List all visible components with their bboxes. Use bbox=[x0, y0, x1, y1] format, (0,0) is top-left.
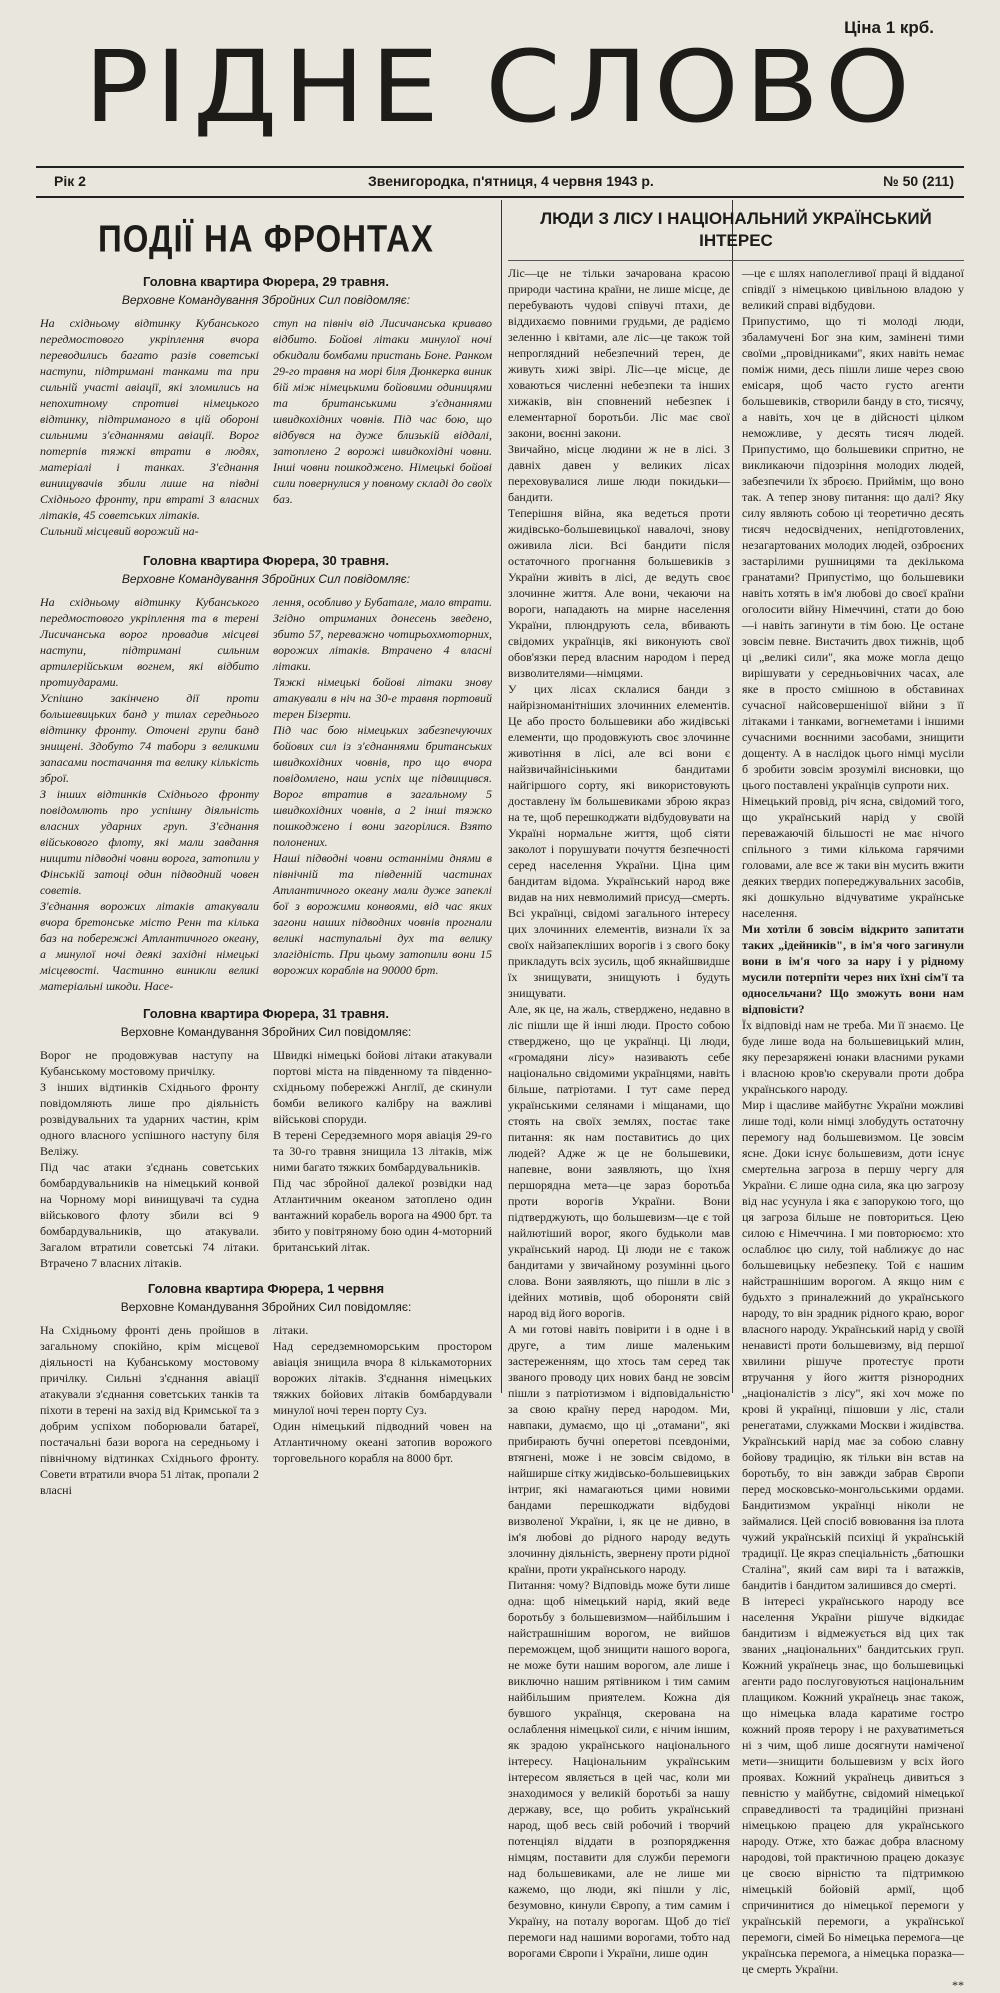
report-text: лення, особливо у Бубатале, мало втрати. Згідно отриманих донесень зведено, збито 57, переважно чотирьохмоторних, ворожих літаків. Втрачено 4 власні літаки. bbox=[273, 595, 492, 673]
report-body-29-may bbox=[40, 315, 492, 539]
editorial-paragraph: Німецький провід, річ ясна, свідомий того, що український нарід у своїй переважаючій більшості не має нічого спільного з тими кількома гарячими головами, але все ж таки він мусить вжити деяких твердих попереджувальних засобів, які дошкульно відчуватиме українське населення. bbox=[742, 794, 964, 920]
report-text: Над середземноморським простором авіація знищила вчора 8 кількамоторних ворожих літаків. З'єднання німецьких тяжких бойових літаків бомбардували минулої ночі терен порту Суз. bbox=[273, 1339, 492, 1417]
end-mark: ** bbox=[952, 1978, 964, 1992]
editorial-column-1 bbox=[508, 265, 730, 1993]
report-heading-30-may: Головна квартира Фюрера, 30 травня. bbox=[143, 553, 389, 568]
report-text: Ворог не продовжував наступу на Кубанському мостовому причілку. bbox=[40, 1048, 259, 1078]
editorial-bold-question: Ми хотіли б зовсім відкрито запитати таких „ідейників", в ім'я чого загинули вони в ім'я чого за нару і у рідному мусили потерпіти через них їхні сім'ї та односельчани? Що зможуть вони нам відповісти? bbox=[742, 922, 964, 1016]
editorial-rule bbox=[508, 260, 964, 261]
editorial-paragraph: В інтересі українського народу все населення України рішуче відкидає бандитизм і відмежується від цих так званих „національних" бандитських груп. Кожний українець знає, що большевицькі агенти радо послуговуються національним плащиком. Кожний українець знає також, що німецька влада каратиме гостро кожний прояв терору і не рахуватиметься ні з чим, щоб лише досягнути наміченої мети—знищити большевизм у всіх його проявах. Кожний українець дивиться з певністю у майбутнє, свідомий німецької справедливості та традиційні признані німецькою працею для українського народу. Отже, хто бажає добра власному народові, той практичною працею доказує це своєю вірністю та підтримкою німецькій бойовій армії, щоб спричинитися до німецької перемоги у українській перемоги, а української перемоги, сімей Бо німецька перемога—це українська перемога, а німецька поразка—це смерть України. bbox=[742, 1594, 964, 1976]
report-command-31-may: Верховне Командування Збройних Сил повідомляє: bbox=[120, 1025, 412, 1039]
report-text: Сильний місцевий ворожий на- bbox=[40, 524, 199, 538]
report-text: Під час атаки з'єднань советських бомбардувальників на німецький конвой на Чорному морі винищувачі та судна військового флоту збили всі 9 бомбардувальників, що атакували. Загалом втратили советські 74 літаки. Втрачено 7 власних літаків. bbox=[40, 1160, 259, 1270]
price-label: Ціна 1 крб. bbox=[844, 18, 934, 37]
editorial-paragraph: А ми готові навіть повірити і в одне і в друге, а тим лише маленьким застереженням, що хтось там серед так званого проводу цих нових банд не зовсім пішли з патріотизмом і відповідальністю за свою країну перед народом. Ми, навпаки, думаємо, що ці „отамани", які прибирають бучні оперетові псевдоніми, втягнені, може і не зовсім свідомо, в найширше сітку жидівсько-большевицьких інтриг, які намагаються цими новими бандами перешкоджати відбудові визволеної України, і, як це не дивно, в ім'я любові до рідного народу ведуть злочинну діяльність, звернену проти рідної країни, проти українського народу. bbox=[508, 1322, 730, 1576]
front-news-headline: ПОДІЇ НА ФРОНТАХ bbox=[98, 217, 434, 260]
report-text: Один німецький підводний човен на Атлантичному океані затопив ворожого торговельного корабля на 8000 брт. bbox=[273, 1419, 492, 1465]
report-body-31-may bbox=[40, 1047, 492, 1271]
report-heading-31-may: Головна квартира Фюрера, 31 травня. bbox=[143, 1006, 389, 1021]
dateline-rule bbox=[36, 196, 964, 198]
masthead-rule bbox=[36, 166, 964, 168]
report-text: літаки. bbox=[273, 1323, 309, 1337]
report-text: На Східньому фронті день пройшов в загальному спокійно, крім місцевої діяльності на Кубанському мостовому причілку. Сильні з'єднання авіації атакували з'єднання советських танків та піхоти в терені на захід від Кримської та з добрим успіхом поборювали батареї, постачальні бази ворога на середньому і північному відтинках Східнього фронту. Совети втратили вчора 51 літак, пропали 2 власні bbox=[40, 1323, 259, 1497]
report-text: Швидкі німецькі бойові літаки атакували портові міста на південному та південно-східньому побережжі Англії, де скинули бомби великого калібру на важливі військові споруди. bbox=[273, 1048, 492, 1126]
editorial-paragraph: Питання: чому? Відповідь може бути лише одна: щоб німецький нарід, який веде боротьбу з большевизмом—найбільшим і найстрашнішим ворогом, не вийшов переможцем, щоб знищити нашого ворога, не може бути нашим ворогом, але лише і виключно нашим рятівником і тим самим найбільшим приятелем. Кожна дія бувшого українця, скерована на ослаблення німецької сили, є нічим іншим, як зрадою українського національного інтересу. Національним українським інтересом являється в цей час, коли ми знаходимося у великій боротьбі за нашу державу, все, що робить український народ, щоб весь свій робочий і творчий потенціял віддати в розпорядження німцям, поставити для служби перемоги над большевиками, але не лише ми кажемо, що люди, які пішли у ліс, безумовно, кинули Європу, а тим самим і Україну, на поталу ворогам. Щоб до тієї перемоги над нашими ворогами, тобто над ворогами Європи і України, лише один bbox=[508, 1578, 730, 1960]
editorial-paragraph: —це є шлях наполегливої праці й відданої співдії з німецькою цивільною владою у великий справі відбудови. bbox=[742, 266, 964, 312]
issue-number: № 50 (211) bbox=[883, 173, 954, 189]
report-command-1-june: Верховне Командування Збройних Сил повідомляє: bbox=[120, 1300, 412, 1314]
report-body-30-may bbox=[40, 594, 492, 994]
report-command-29-may: Верховне Командування Збройних Сил повідомляє: bbox=[121, 293, 411, 307]
report-body-1-june bbox=[40, 1322, 492, 1498]
editorial-section bbox=[508, 202, 964, 1992]
editorial-paragraph: Припустимо, що ті молоді люди, збаламучені Бог зна ким, замінені тими своїми „провідниками", яких навіть немає поміж ними, десь пішли лише через свою емісаря, щоб часто густо агенти большевиків, створили банду в сто, тисячу, а навіть, хоч це в дійсності цілком неможливе, у десять тисяч людей. Припустимо, що большевики спритно, не викликаючи підозріння молодих людей, забезпечили їх зброєю. Приймім, що воно так. А тепер знову питання: що далі? Яку силу являють собою ці теоретично десять тисяч недосвідчених, непідготовлених, незагартованих молодих людей, озброєних застарілими рушницями та декількома гранатами? Припустімо, що большевики навіть хотять в ім'я любові до своєї країни оголосити війну Німеччині, стати до бою—і навіть загинути в тім бою. Це остане зовсім певне. Вистачить двох тижнів, щоб ці „великі сили", яка може могла дещо вирішувати у середньовічних часах, але яке в просто смішною в обставинах сучасної найсовершенішої війни з її літаками і танками, вогнеметами і іншими сучасними воєнними засобами, знищити дощенту. А в наслідок цього німці мусіли б зробити зовсім зрозумілі висновки, що цього поставлені українців супроти них. bbox=[742, 314, 964, 792]
editorial-column-2 bbox=[742, 265, 964, 1993]
report-command-30-may: Верховне Командування Збройних Сил повідомляє: bbox=[121, 572, 411, 586]
report-text: Наші підводні човни останніми днями в північній та південній частинах Атлантичного океану мали дуже запеклі бої з ворожими конвоями, від час яких загони наших підводних човнів прогнали великі наступальні дух та велику злагідність. При цьому затопили вони 15 ворожих кораблів на 90000 брт. bbox=[273, 851, 492, 977]
report-text: На східньому відтинку Кубанського передмостового укріплення вчора переводились багато разів советські наступи, підтримані танками та при сильній участі авіації, які зломились на непохитному спротиві німецького відтинку, підтриманого в цій обороні сильними з'єднаннями авіації. Ворог потерпів тяжкі втрати в людях, матеріалі і танках. З'єднання винищувачів збили лише на півдні Східнього фронту, при втраті 3 власних літаків, 45 советських літаків. bbox=[40, 316, 259, 522]
editorial-paragraph: Їх відповіді нам не треба. Ми її знаємо. Це буде лише вода на большевицький млин, яку перезаряжені юнаки власними руками і власною кров'ю скерували проти добра українського народу. bbox=[742, 1018, 964, 1096]
year-label: Рік 2 bbox=[54, 173, 86, 189]
editorial-paragraph: Ліс—це не тільки зачарована красою природи частина країни, не лише місце, де перебувають чудові співучі птахи, де віддихаємо повними грудьми, де радіємо зеленню і квітами, але ліс—це також той непроглядний небезпечний терен, де живуть хижі звірі. Ліс—це місце, де ховаються численні небезпеки та інших хижаків, він сповнений небезпек і елементарної боротьби. Ліс має свої закони, воєнні закони. bbox=[508, 266, 730, 440]
report-text: З'єднання ворожих літаків атакували вчора бретонське місто Ренн та кілька баз на побережжі Атлантичного океану, а минулої ночі деякі західні німецькі місцевості. Частинно виникли великі матеріальні шкоди. Насе- bbox=[40, 899, 259, 993]
editorial-body bbox=[508, 265, 964, 1993]
report-heading-1-june: Головна квартира Фюрера, 1 червня bbox=[147, 1281, 385, 1296]
editorial-paragraph: Звичайно, місце людини ж не в лісі. З давніх давен у великих лісах переховувалися лише люди покидьки—бандити. bbox=[508, 442, 730, 504]
column-divider bbox=[501, 200, 502, 1393]
report-text: Під час бою німецьких забезпечуючих бойових сил із з'єднаннями британських швидкохідних човнів, про що вчора повідомлено, наш успіх ще підвищився. Ворог втратив в загальному 5 швидкохідних човнів, а 2 інші тяжко пошкоджено і вони загорілися. Взято полонених. bbox=[273, 723, 492, 849]
report-text: З інших відтинків Східнього фронту повідомляють лише про діяльність розвідувальних та ударних частин, крім одного власного успішного наступу біля Веліжу. bbox=[40, 1080, 259, 1158]
report-text: ступ на північ від Лисичанська криваво відбито. Бойові літаки минулої ночі обкидали бомбами пристань Боне. Ранком 29-го травня на морі біля Дюнкерка виник бій між німецькими бойовими одиницями та британськими з'єднаннями швидкохідних човнів. Під час бою, що відбувся на дуже близькій віддалі, затоплено 2 ворожі швидкохідні човни. Інші човни пошкоджено. Німецькі бойові сили повернулися у повному складі до своїх баз. bbox=[273, 316, 492, 506]
front-news-section bbox=[40, 202, 492, 1497]
editorial-headline: ЛЮДИ З ЛІСУ І НАЦІОНАЛЬНИЙ УКРАЇНСЬКИЙ ІНТЕРЕС bbox=[540, 209, 932, 250]
editorial-paragraph: У цих лісах склалися банди з найрізноманітніших злочинних елементів. Це або просто большевики або жидівські елементи, що продовжують своє злочинне животіння в лісі, але всі вони є найзвичайнісінькими бандитами найгіршого сорту, які використовують доставлену їм большевиками зброю якраз на те, щоб перешкоджати відбудовувати на Україні нормальне життя, щоб сіяти заколот і порушувати почуття безпечності серед населення України. Ціна цим бандитам відома. Український народ вже видав на них невмолимий присуд—смерть. Всі українці, свідомі загального інтересу цих злочинних елементів, визнали їх за своїх найзапекліших ворогів і з свого боку прикладуть всіх зусиль, щоб якнайшвидше їх знищувати, знищують і будуть знищувати. bbox=[508, 682, 730, 1000]
report-text: З інших відтинків Східнього фронту повідомлють про успішну діяльність власних ударних груп. З'єднання військового флоту, які мали завдання нищити підводні човни ворога, затопили у Фінській затоці один підводний човен советів. bbox=[40, 787, 259, 897]
editorial-paragraph: Теперішня війна, яка ведеться проти жидівсько-большевицької навалочі, знову оживила ліси. Всі бандити після остаточного прогнання большевиків з України живіть в лісі, де ведуть своє злочинне життя. Але вони, чекаючи на вороги, нападають на мирне населення України, плюндрують села, вбивають свідомих українців, які виконують свої обов'язки перед власним народом і перед визволителями—німцями. bbox=[508, 506, 730, 680]
report-text: Тяжкі німецькі бойові літаки знову атакували в ніч на 30-е травня портовий терен Бізерти. bbox=[273, 675, 492, 721]
report-text: В терені Середземного моря авіація 29-го та 30-го травня знищила 13 літаків, між ними багато тяжких бомбардувальників. bbox=[273, 1128, 492, 1174]
masthead-title: РІДНЕ СЛОВО bbox=[84, 30, 916, 146]
report-text: Успішно закінчено дії проти большевицьких банд у тилах середнього відтинку фронту. Оточені групи банд знищені. Здобуто 74 табори з великими запасами постачання та велику кількість зброї. bbox=[40, 691, 259, 785]
dateline bbox=[36, 173, 964, 191]
report-text: На східньому відтинку Кубанського передмостового укріплення та в терені Лисичанська ворог провадив місцеві наступи, підтримані сильним артилерійським вогнем, які відбито протиударами. bbox=[40, 595, 259, 689]
report-text: Під час збройної далекої розвідки над Атлантичним океаном затоплено один вантажний корабель ворога на 4900 брт. та збито у повітряному бою один 4-моторний британський літак. bbox=[273, 1176, 492, 1254]
date-label: Звенигородка, п'ятниця, 4 червня 1943 р. bbox=[368, 173, 654, 189]
editorial-paragraph: Але, як це, на жаль, стверджено, недавно в ліс пішли ще й інші люди. Просто собою стверджено, що це українці. Ці люди, «громадяни лісу» називають себе національно свідомими українцями, навіть більше, патріотами. І тут саме перед українськими селянами і міщанами, що стоять на своїх землях, постає таке питання: як нам поставитись до цих людей? Адже ж це не большевики, напевне, вони заявляють, що їхня першорядна мета—це зараз боротьба проти ворогів України. Вони підтверджують, що большевизм—це є той найлютіший ворог, якого будьколи мав український народ. Ці люди не є також бандитами у звичайному розумінні цього слова. Вони заявляють, що пішли в ліс з ідейних мотивів, щоб обороняти свій народ від його ворогів. bbox=[508, 1002, 730, 1320]
report-heading-29-may: Головна квартира Фюрера, 29 травня. bbox=[143, 274, 389, 289]
editorial-paragraph: Мир і щасливе майбутнє України можливі лише тоді, коли німці злобудуть остаточну перемогу над большевизмом. Це зовсім ясне. Доки існує большевизм, доти існує смертельна загроза в першу чергу для України. Є лише одна сила, яка цю загрозу від нас усунула і яка є запорукою того, що ця загроза більше не повториться. Цею силою є Німеччина. І ми повторюємо: хто ослаблює цю силу, той наближує до нас большевицьку небезпеку. Той є нашим найстрашнішим ворогом. А якщо ним є будьхто з приналежний до українського народу, то він зрадник рідного краю, ворог власного народу. Український нарід у своїй ненависті проти большевизму, від першої хвилини рішуче протестує проти втручання у його життя різнородних „націоналістів з лісу", які хоч може по крові й українці, пішовши у ліс, стали ренегатами, служками Москви і жидівства. Український нарід має за собою славну бойову традицію, як тільки він встав на боротьбу, то він завжди забрав Європи перед московсько-монгольськими ордами. Бандитизмом українці ніколи не займалися. Цей спосіб вовювання іза плота чужий українській психіці й українській традиції. Це якраз спеціальність „батюшки Сталіна", який сам вирі та і ватажків, бандитів і бандитом залишився до смерті. bbox=[742, 1098, 964, 1592]
